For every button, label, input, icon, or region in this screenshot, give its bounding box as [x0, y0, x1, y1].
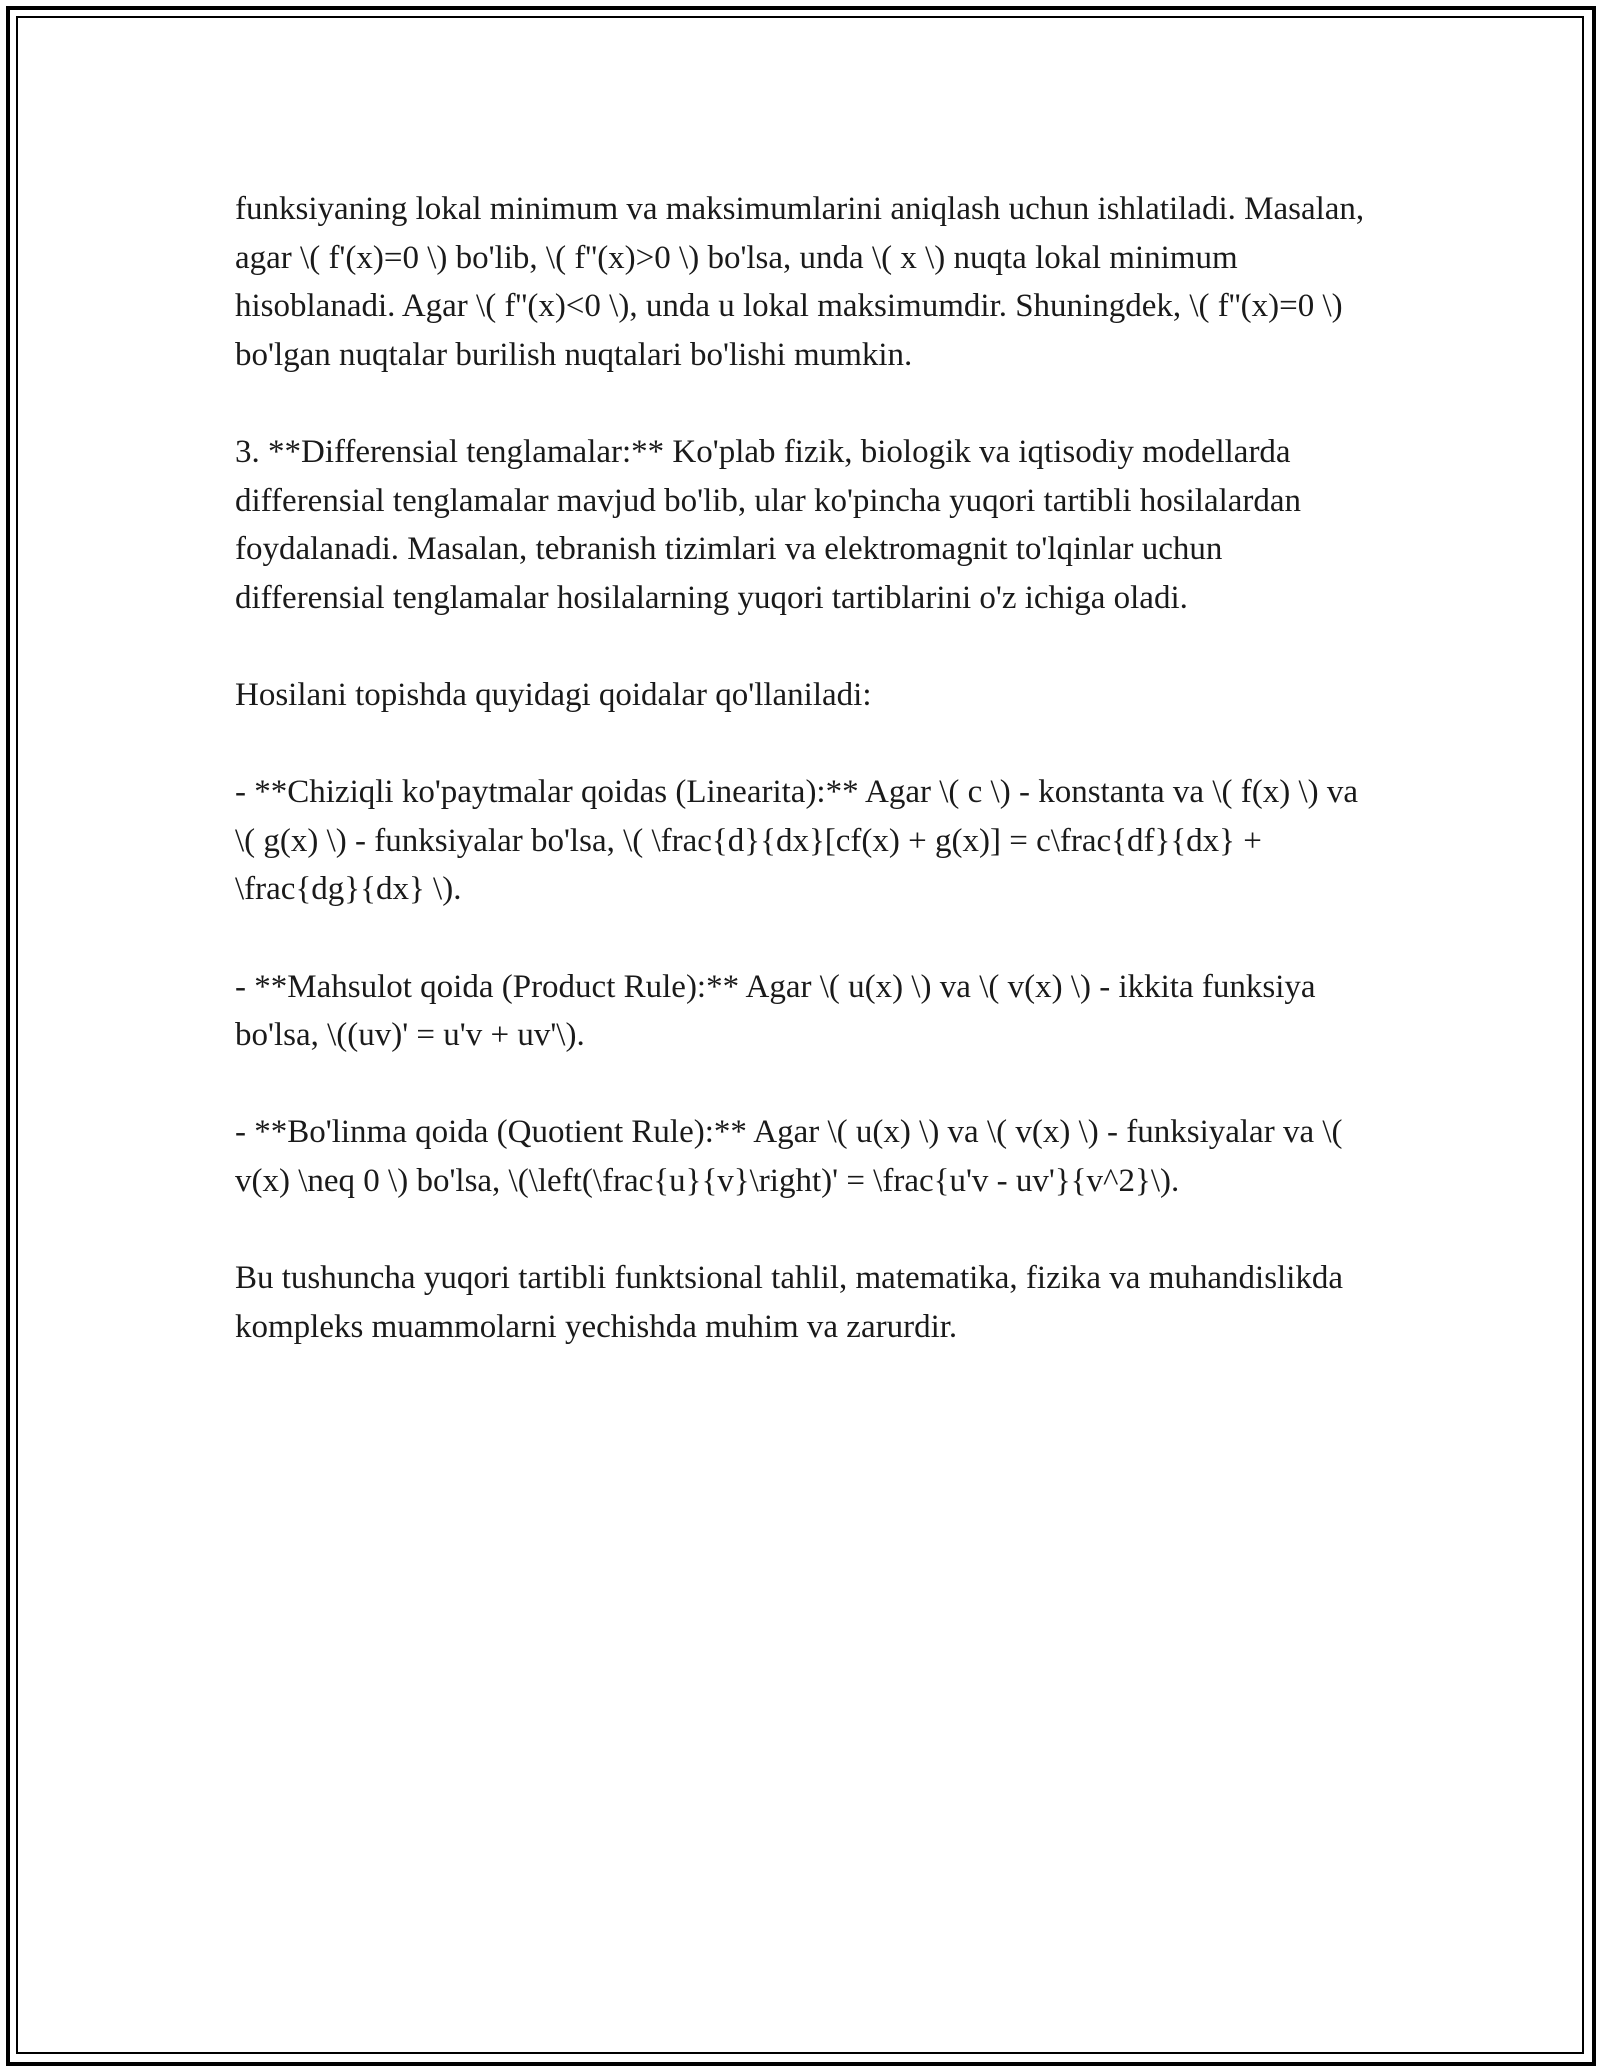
paragraph-conclusion: Bu tushuncha yuqori tartibli funktsional tahlil, matematika, fizika va muhandislikda kompleks muammolarni yechishda muhim va zarurdir.: [235, 1260, 1344, 1345]
paragraph-differential-equations: 3. **Differensial tenglamalar:** Ko'plab fizik, biologik va iqtisodiy modellarda differensial tenglamalar mavjud bo'lib, ular ko'pincha yuqori tartibli hosilalardan foydalanadi. Masalan, tebranish tizimlari va elektromagnit to'lqinlar uchun differensial tenglamalar hosilalarning yuqori tartiblarini o'z ichiga oladi.: [235, 433, 1302, 616]
paragraph-extrema: funksiyaning lokal minimum va maksimumlarini aniqlash uchun ishlatiladi. Masalan, agar \( f'(x)=0 \) bo'lib, \( f''(x)>0 \) bo'lsa, unda \( x \) nuqta lokal minimum hisoblanadi. Agar \( f''(x)<0 \), unda u lokal maksimumdir. Shuningdek, \( f''(x)=0 \) bo'lgan nuqtalar burilish nuqtalari bo'lishi mumkin.: [235, 191, 1365, 373]
paragraph-quotient-rule: - **Bo'linma qoida (Quotient Rule):** Agar \( u(x) \) va \( v(x) \) - funksiyalar va \( v(x) \neq 0 \) bo'lsa, \(\left(\frac{u}{v}\right)' = \frac{u'v - uv'}{v^2}\).: [235, 1114, 1343, 1199]
paragraph-linearity-rule: - **Chiziqli ko'paytmalar qoidas (Linearita):** Agar \( c \) - konstanta va \( f(x) \) va \( g(x) \) - funksiyalar bo'lsa, \( \frac{d}{dx}[cf(x) + g(x)] = c\frac{df}{dx} + \frac{dg}{dx} \).: [235, 774, 1358, 908]
paragraph-product-rule: - **Mahsulot qoida (Product Rule):** Agar \( u(x) \) va \( v(x) \) - ikkita funksiya bo'lsa, \((uv)' = u'v + uv'\).: [235, 968, 1316, 1054]
document-body: [235, 185, 1375, 1400]
paragraph-rules-intro: Hosilani topishda quyidagi qoidalar qo'llaniladi:: [235, 676, 872, 713]
